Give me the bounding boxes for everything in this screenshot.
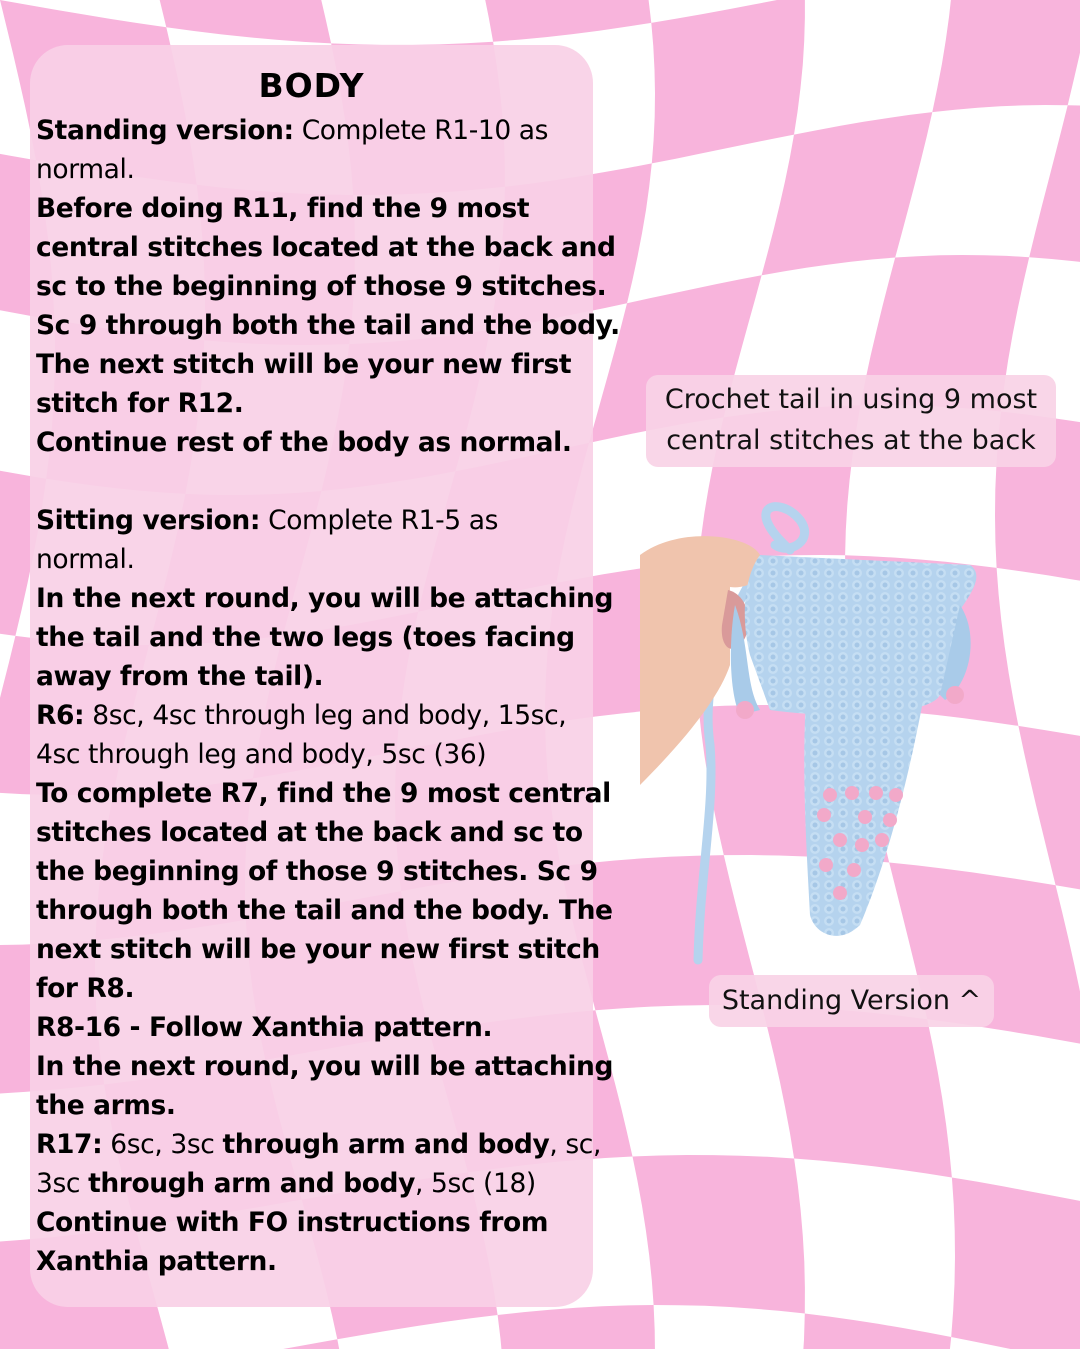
instruction-line (36, 150, 596, 189)
bold-text: the tail and the two legs (toes facing (36, 622, 575, 653)
bold-text: In the next round, you will be attaching (36, 583, 614, 614)
tail-piece (804, 648, 930, 936)
regular-text: 6sc, 3sc (102, 1129, 223, 1160)
bold-text: for R8. (36, 973, 135, 1004)
bold-text: next stitch will be your new first stitch (36, 934, 600, 965)
instruction-line (36, 540, 596, 579)
instruction-line (36, 813, 596, 852)
instruction-line (36, 462, 596, 501)
photo-caption-bottom: Standing Version ^ (709, 975, 994, 1027)
bold-text: Sc 9 through both the tail and the body. (36, 310, 620, 341)
caption-line-2: central stitches at the back (666, 425, 1036, 456)
instruction-line (36, 969, 596, 1008)
instruction-line (36, 1203, 596, 1242)
bold-text: stitches located at the back and sc to (36, 817, 583, 848)
bold-text: stitch for R12. (36, 388, 244, 419)
instruction-line (36, 1086, 596, 1125)
bold-text: R6: (36, 700, 85, 731)
regular-text: normal. (36, 544, 135, 575)
instruction-line (36, 384, 596, 423)
photo-caption-top (646, 375, 1056, 467)
bold-text: through both the tail and the body. The (36, 895, 613, 926)
pattern-instructions (36, 111, 620, 1281)
instruction-line (36, 891, 613, 930)
checker-tile (932, 0, 1080, 112)
bold-text: through arm and body (88, 1168, 415, 1199)
regular-text: 3sc (36, 1168, 89, 1199)
bold-text: away from the tail). (36, 661, 324, 692)
bold-text: Sitting version: (36, 505, 261, 536)
bold-text: Continue rest of the body as normal. (36, 427, 572, 458)
bold-text: the beginning of those 9 stitches. Sc 9 (36, 856, 598, 887)
instruction-line (36, 735, 596, 774)
bold-text: To complete R7, find the 9 most central (36, 778, 611, 809)
regular-text: Complete R1-5 as (260, 505, 499, 536)
instruction-line (36, 774, 611, 813)
bold-text: sc to the beginning of those 9 stitches. (36, 271, 607, 302)
bold-text: through arm and body (222, 1129, 550, 1160)
caption-line-1: Crochet tail in using 9 most (664, 384, 1038, 415)
checker-tile (633, 1155, 805, 1314)
instruction-line (36, 423, 596, 462)
bold-text: central stitches located at the back and (36, 232, 616, 263)
regular-text: 8sc, 4sc through leg and body, 15sc, (84, 700, 567, 731)
instruction-line (36, 930, 600, 969)
bold-text: the arms. (36, 1090, 176, 1121)
instruction-line (36, 228, 616, 267)
section-title: BODY (258, 66, 365, 105)
bold-text: Xanthia pattern. (36, 1246, 277, 1277)
bold-text: Before doing R11, find the 9 most (36, 193, 530, 224)
yarn-loop (766, 507, 805, 550)
instruction-line (36, 696, 596, 735)
bold-text: R8-16 - Follow Xanthia pattern. (36, 1012, 493, 1043)
instruction-line (36, 1047, 614, 1086)
bold-text: R17: (36, 1129, 103, 1160)
bold-text: Standing version: (36, 115, 294, 146)
bold-text: Continue with FO instructions from (36, 1207, 549, 1238)
instruction-line (36, 501, 596, 540)
instruction-line (36, 1164, 596, 1203)
instruction-line (36, 852, 596, 891)
crochet-tail-photo (640, 495, 990, 975)
instruction-line (36, 657, 596, 696)
instruction-line (36, 111, 596, 150)
regular-text: 4sc through leg and body, 5sc (36) (36, 739, 487, 770)
instruction-line (36, 579, 614, 618)
regular-text: , sc, (549, 1129, 601, 1160)
regular-text: , 5sc (18) (414, 1168, 536, 1199)
regular-text: Complete R1-10 as (293, 115, 549, 146)
instruction-line (36, 345, 596, 384)
bold-text: The next stitch will be your new first (36, 349, 572, 380)
instruction-line (36, 189, 596, 228)
instruction-line (36, 1242, 596, 1281)
bold-text: In the next round, you will be attaching (36, 1051, 614, 1082)
instruction-line (36, 267, 607, 306)
instruction-line (36, 1125, 601, 1164)
instruction-line (36, 1008, 596, 1047)
instruction-line (36, 306, 620, 345)
instruction-line (36, 618, 596, 657)
checker-tile (951, 1178, 1080, 1349)
regular-text: normal. (36, 154, 135, 185)
